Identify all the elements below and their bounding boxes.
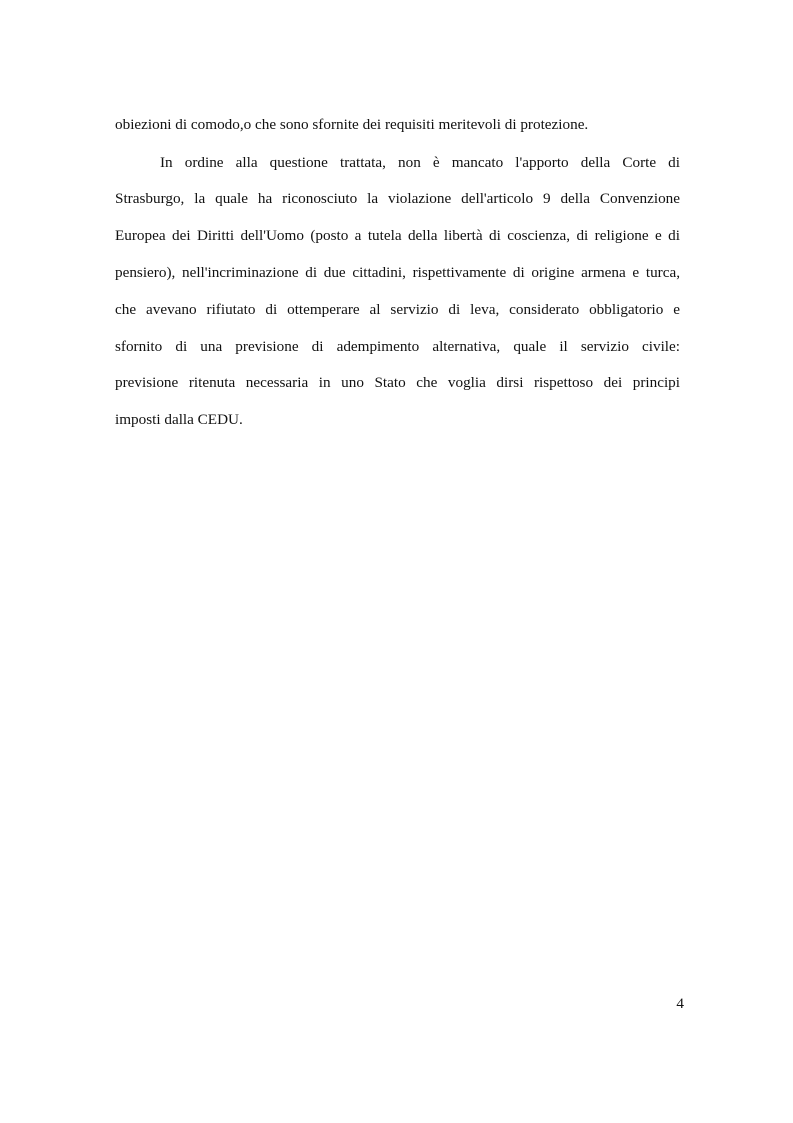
paragraph-line-8: previsione ritenuta necessaria in uno Stato che voglia dirsi rispettoso dei principi [115,374,680,391]
page-number: 4 [676,995,684,1012]
paragraph-line-1: obiezioni di comodo,o che sono sfornite dei requisiti meritevoli di protezione. [115,116,589,133]
paragraph-line-6: che avevano rifiutato di ottemperare al servizio di leva, considerato obbligatorio e [115,301,680,318]
paragraph-line-2: In ordine alla questione trattata, non è mancato l'apporto della Corte di [160,154,680,171]
paragraph-line-3: Strasburgo, la quale ha riconosciuto la violazione dell'articolo 9 della Convenzione [115,190,680,207]
paragraph-line-7: sfornito di una previsione di adempimento alternativa, quale il servizio civile: [115,338,680,355]
paragraph-line-5: pensiero), nell'incriminazione di due cittadini, rispettivamente di origine armena e turca, [115,264,680,281]
paragraph-line-4: Europea dei Diritti dell'Uomo (posto a tutela della libertà di coscienza, di religione e di [115,227,680,244]
paragraph-line-9: imposti dalla CEDU. [115,411,243,428]
